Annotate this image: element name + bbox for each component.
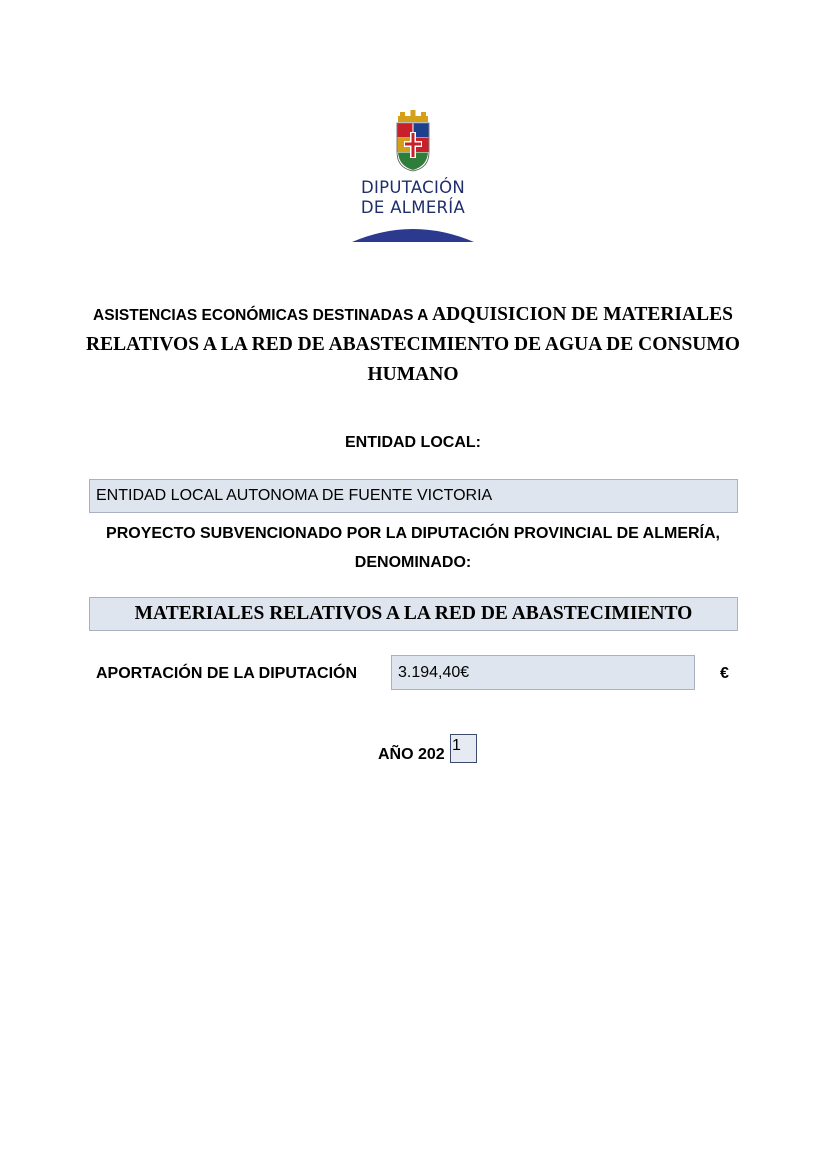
- coat-of-arms-icon: [394, 110, 432, 172]
- document-title: [60, 300, 766, 390]
- logo-arc-icon: [350, 222, 476, 244]
- aportacion-amount-field[interactable]: 3.194,40€: [391, 655, 695, 690]
- aportacion-label: APORTACIÓN DE LA DIPUTACIÓN: [96, 665, 358, 682]
- diputacion-logo: [340, 108, 486, 248]
- logo-text-line2: DE ALMERÍA: [360, 198, 466, 217]
- title-lead: ASISTENCIAS ECONÓMICAS DESTINADAS A: [93, 307, 433, 324]
- anio-label: AÑO 202: [378, 746, 445, 763]
- proyecto-name-field[interactable]: MATERIALES RELATIVOS A LA RED DE ABASTECIMIENTO: [89, 597, 738, 631]
- proyecto-label: PROYECTO SUBVENCIONADO POR LA DIPUTACIÓN PROVINCIAL DE ALMERÍA, DENOMINADO:: [106, 525, 720, 571]
- anio-digit-field[interactable]: 1: [450, 734, 477, 763]
- title-main: ADQUISICION DE MATERIALES RELATIVOS A LA RED DE ABASTECIMIENTO DE AGUA DE CONSUMO HUMANO: [86, 304, 740, 385]
- entidad-local-field[interactable]: ENTIDAD LOCAL AUTONOMA DE FUENTE VICTORIA: [89, 479, 738, 513]
- currency-symbol: €: [720, 665, 729, 682]
- entidad-local-label: ENTIDAD LOCAL:: [345, 434, 481, 451]
- logo-text-line1: DIPUTACIÓN: [360, 178, 466, 197]
